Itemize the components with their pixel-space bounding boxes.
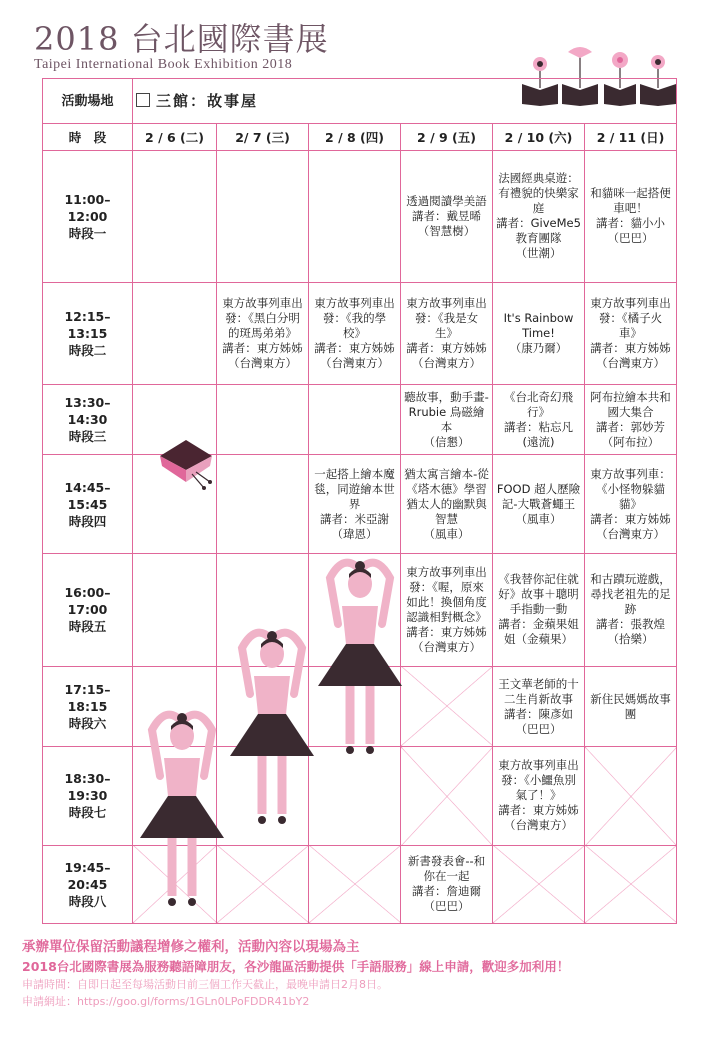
session-cell (133, 150, 217, 282)
session-cell: 東方故事列車出發：《我的學校》 講者：東方姊姊（台灣東方） (309, 282, 401, 385)
session-cell (133, 385, 217, 455)
venue-name: 三館：故事屋 (156, 92, 259, 111)
slot-name: 時段六 (68, 716, 107, 732)
time-slot-label (43, 845, 133, 923)
time-slot-row (43, 553, 677, 666)
time-slot-row (43, 455, 677, 554)
session-cell (309, 845, 401, 923)
column-header-row (43, 124, 677, 151)
session-cell: 和貓咪一起搭便車吧！ 講者：貓小小 （巴巴） (585, 150, 677, 282)
session-cell (309, 385, 401, 455)
session-cell: 新書發表會--和你在一起 講者：詹迪爾 （巴巴） (401, 845, 493, 923)
session-cell (217, 150, 309, 282)
time-range: 16:00–17:00 (64, 585, 111, 618)
session-cell (133, 282, 217, 385)
session-cell: 東方故事列車出發：《黑白分明的斑馬弟弟》 講者：東方姊姊 （台灣東方） (217, 282, 309, 385)
session-cell: 新住民媽媽故事團 (585, 666, 677, 746)
footer-disclaimer: 承辦單位保留活動議程增修之權利，活動內容以現場為主 (22, 939, 360, 955)
page-title: 2018 台北國際書展 (34, 20, 329, 58)
session-cell: 東方故事列車出發：《橘子火車》 講者：東方姊姊 （台灣東方） (585, 282, 677, 385)
venue-value (133, 79, 677, 124)
session-cell (217, 385, 309, 455)
time-slot-label (43, 553, 133, 666)
session-cell (401, 666, 493, 746)
slot-name: 時段一 (68, 225, 107, 241)
session-cell: 法國經典桌遊：有禮貌的快樂家庭 講者：GiveMe5 教育團隊 （世潮） (493, 150, 585, 282)
slot-name: 時段四 (68, 513, 107, 529)
session-cell (217, 553, 309, 666)
column-header: 2 / 9 (五) (401, 124, 493, 151)
time-slot-row (43, 666, 677, 746)
session-cell: 東方故事列車出發：《小鱷魚別氣了！》 講者：東方姊姊 （台灣東方） (493, 747, 585, 846)
time-slot-label (43, 150, 133, 282)
footer-application-period: 申請時間：自即日起至每場活動日前三個工作天截止，最晚申請日2月8日。 (22, 978, 388, 991)
session-cell: 王文華老師的十二生肖新故事 講者：陳彥如 （巴巴） (493, 666, 585, 746)
time-range: 19:45–20:45 (64, 859, 111, 892)
slot-name: 時段五 (68, 619, 107, 635)
session-cell (217, 845, 309, 923)
footer-sign-language-notice: 2018台北國際書展為服務聽語障朋友，各沙龍區活動提供「手語服務」線上申請，歡迎多加利用！ (22, 959, 570, 974)
session-cell (309, 666, 401, 746)
time-slot-row (43, 282, 677, 385)
session-cell: 《台北奇幻飛行》 講者：粘忘凡 (遠流) (493, 385, 585, 455)
session-cell: FOOD 超人歷險記-大戰蒼蠅王 （風車） (493, 455, 585, 554)
session-cell (133, 845, 217, 923)
session-cell: 東方故事列車出發：《喔，原來如此！換個角度認識相對概念》 講者：東方姊姊 （台灣東方） (401, 553, 493, 666)
session-cell: 聽故事，動手畫-Rrubie 鳥磁繪本 （信懇） (401, 385, 493, 455)
time-slot-row (43, 385, 677, 455)
footer-notes (22, 938, 712, 1010)
time-slot-row (43, 845, 677, 923)
column-header: 2 / 6 (二) (133, 124, 217, 151)
session-cell (133, 747, 217, 846)
slot-name: 時段二 (68, 342, 107, 358)
session-cell (217, 666, 309, 746)
session-cell: 和古蹟玩遊戲，尋找老祖先的足跡 講者：張教煌 （拾樂） (585, 553, 677, 666)
session-cell: 一起搭上繪本魔毯，同遊繪本世界 講者：米亞謝 （瑋恩） (309, 455, 401, 554)
column-header: 2/ 7 (三) (217, 124, 309, 151)
schedule-table (42, 78, 677, 924)
session-cell (401, 747, 493, 846)
time-range: 17:15–18:15 (64, 682, 111, 715)
column-header: 2 / 10 (六) (493, 124, 585, 151)
footer-application-url: 申請網址：https://goo.gl/forms/1GLn0LPoFDDR41bY2 (22, 995, 310, 1008)
time-slot-label (43, 282, 133, 385)
session-cell: 《我替你記住就好》故事＋聰明手指動一動 講者：金蘋果姐姐（金蘋果） (493, 553, 585, 666)
time-range: 13:30–14:30 (64, 395, 111, 428)
square-outline-icon (136, 93, 150, 107)
session-cell (133, 666, 217, 746)
session-cell: 東方故事列車出發：《我是女生》 講者：東方姊姊 （台灣東方） (401, 282, 493, 385)
session-cell: 東方故事列車：《小怪物躲貓貓》 講者：東方姊姊 （台灣東方） (585, 455, 677, 554)
slot-name: 時段三 (68, 429, 107, 445)
session-cell (217, 455, 309, 554)
slot-name: 時段八 (68, 893, 107, 909)
session-cell: 透過閱讀學美語 講者：戴昱晞 （智慧樹） (401, 150, 493, 282)
time-range: 18:30–19:30 (64, 771, 111, 804)
venue-row (43, 79, 677, 124)
page-subtitle: Taipei International Book Exhibition 2018 (34, 57, 293, 72)
column-header: 時 段 (43, 124, 133, 151)
time-slot-label (43, 455, 133, 554)
session-cell (133, 455, 217, 554)
session-cell (493, 845, 585, 923)
session-cell: 阿布拉繪本共和國大集合 講者：郭妙芳 （阿布拉） (585, 385, 677, 455)
time-range: 14:45–15:45 (64, 479, 111, 512)
session-cell (585, 747, 677, 846)
column-header: 2 / 11 (日) (585, 124, 677, 151)
session-cell (133, 553, 217, 666)
time-range: 11:00–12:00 (64, 191, 111, 224)
time-slot-label (43, 385, 133, 455)
time-slot-label (43, 666, 133, 746)
session-cell (309, 747, 401, 846)
time-slot-row (43, 747, 677, 846)
session-cell (585, 845, 677, 923)
slot-name: 時段七 (68, 805, 107, 821)
time-range: 12:15–13:15 (64, 308, 111, 341)
session-cell: 猶太寓言繪本-從《塔木德》學習猶太人的幽默與智慧 （風車） (401, 455, 493, 554)
venue-label: 活動場地 (43, 79, 133, 124)
time-slot-row (43, 150, 677, 282)
time-slot-label (43, 747, 133, 846)
session-cell: It's Rainbow Time! （康乃爾） (493, 282, 585, 385)
session-cell (217, 747, 309, 846)
session-cell (309, 553, 401, 666)
column-header: 2 / 8 (四) (309, 124, 401, 151)
session-cell (309, 150, 401, 282)
